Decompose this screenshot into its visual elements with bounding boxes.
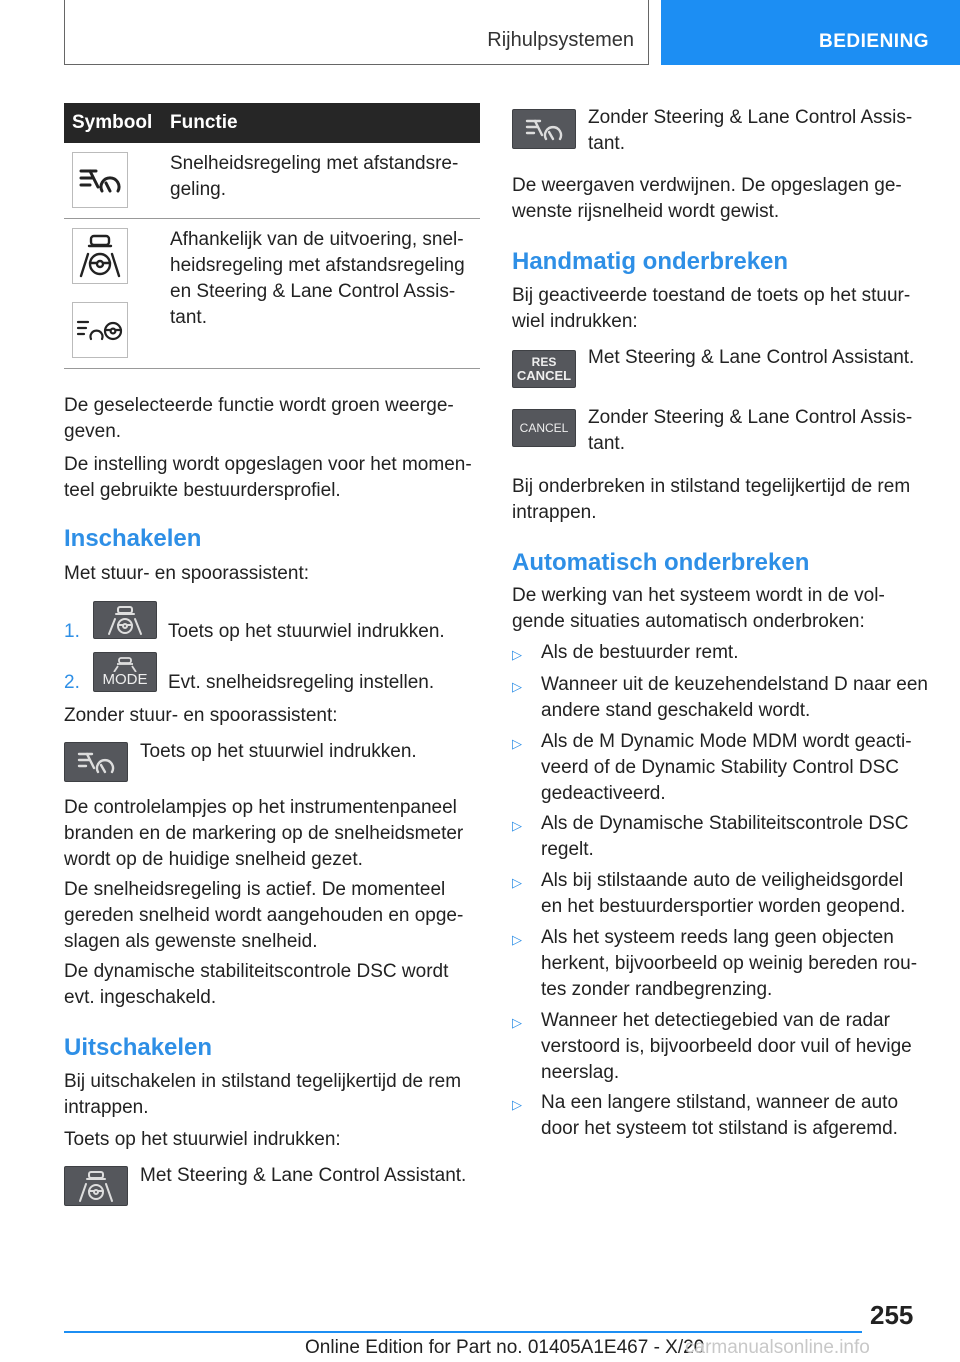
table-header-function: Functie bbox=[170, 112, 238, 133]
table-cell-line: geling. bbox=[170, 179, 226, 200]
text-handmatig-without bbox=[588, 405, 912, 457]
text-line: gedeactiveerd. bbox=[541, 783, 666, 804]
lane-assistant-button-icon bbox=[64, 1166, 128, 1206]
text-line: tant. bbox=[588, 133, 625, 154]
paragraph-setting-saved bbox=[64, 452, 480, 504]
text-line: verstoord is, bijvoorbeeld door vuil of hevige bbox=[541, 1036, 912, 1057]
text-line: De geselecteerde functie wordt groen weerge- bbox=[64, 395, 454, 416]
text-without-assistant: Zonder stuur- en spoorassistent: bbox=[64, 705, 338, 726]
text-line: herkent, bijvoorbeeld op weinig bereden rou- bbox=[541, 953, 918, 974]
bullet-icon: ▷ bbox=[512, 875, 522, 890]
text-line: neerslag. bbox=[541, 1062, 620, 1083]
text-line: regelt. bbox=[541, 839, 594, 860]
text-line: De controlelampjes op het instrumentenpaneel bbox=[64, 797, 457, 818]
text-press-button: Toets op het stuurwiel indrukken: bbox=[64, 1129, 341, 1150]
paragraph-handmatig-intro bbox=[512, 283, 932, 335]
paragraph-dsc bbox=[64, 959, 480, 1011]
bullet-icon: ▷ bbox=[512, 647, 522, 662]
header-section-title: Rijhulpsystemen bbox=[487, 29, 634, 51]
mode-button-icon bbox=[93, 652, 157, 692]
text-line: Bij geactiveerde toestand de toets op het stuur- bbox=[512, 285, 911, 306]
text-line: veerd of de Dynamic Stability Control DSC bbox=[541, 757, 899, 778]
step-number-1: 1. bbox=[64, 621, 80, 642]
list-item bbox=[541, 640, 936, 666]
text-line: evt. ingeschakeld. bbox=[64, 987, 217, 1008]
text-without-lane-assistant bbox=[588, 105, 912, 157]
bullet-icon: ▷ bbox=[512, 932, 522, 947]
paragraph-selected-function bbox=[64, 393, 480, 445]
text-line: De dynamische stabiliteitscontrole DSC wordt bbox=[64, 961, 449, 982]
symbol-function-table bbox=[64, 103, 480, 369]
text-line: Als het systeem reeds lang geen objecten bbox=[541, 927, 894, 948]
table-header bbox=[64, 103, 480, 143]
text-line: Als de M Dynamic Mode MDM wordt geacti- bbox=[541, 731, 912, 752]
text-line: tant. bbox=[588, 433, 625, 454]
bullet-icon: ▷ bbox=[512, 1015, 522, 1030]
lane-assistant-icon bbox=[72, 228, 128, 284]
speed-steering-assistant-icon bbox=[72, 302, 128, 358]
text-handmatig-with: Met Steering & Lane Control Assistant. bbox=[588, 347, 915, 368]
text-line: gende situaties automatisch onderbroken: bbox=[512, 611, 865, 632]
text-line: tes zonder randbegrenzing. bbox=[541, 979, 773, 1000]
table-row bbox=[64, 219, 480, 369]
table-cell-function-1 bbox=[170, 143, 480, 218]
bullet-icon: ▷ bbox=[512, 736, 522, 751]
lane-assistant-button-icon bbox=[93, 601, 157, 639]
table-header-symbol: Symbool bbox=[72, 112, 153, 133]
table-cell-line: en Steering & Lane Control Assis- bbox=[170, 281, 456, 302]
text-line: branden en de markering op de snelheidsmeter bbox=[64, 823, 464, 844]
list-item bbox=[541, 868, 936, 920]
table-cell-line: tant. bbox=[170, 307, 207, 328]
text-line: andere stand geschakeld wordt. bbox=[541, 700, 811, 721]
header-section-box bbox=[64, 0, 649, 65]
text-line: intrappen. bbox=[64, 1097, 149, 1118]
text-without-action: Toets op het stuurwiel indrukken. bbox=[140, 741, 417, 762]
paragraph-displays-disappear bbox=[512, 173, 932, 225]
text-line: slagen als gewenste snelheid. bbox=[64, 931, 318, 952]
text-line: gereden snelheid wordt aangehouden en opge- bbox=[64, 905, 464, 926]
list-item bbox=[541, 925, 936, 1003]
text-line: en het bestuurdersportier worden geopend. bbox=[541, 896, 906, 917]
text-line: De weergaven verdwijnen. De opgeslagen ge- bbox=[512, 175, 902, 196]
cancel-label: CANCEL bbox=[516, 367, 572, 383]
text-line: De werking van het systeem wordt in de vol- bbox=[512, 585, 885, 606]
text-line: Bij uitschakelen in stilstand tegelijkertijd de rem bbox=[64, 1071, 462, 1092]
bullet-icon: ▷ bbox=[512, 818, 522, 833]
cancel-button-label: CANCEL bbox=[519, 421, 569, 435]
text-line: Wanneer uit de keuzehendelstand D naar een bbox=[541, 674, 928, 695]
text-line: De instelling wordt opgeslagen voor het momen- bbox=[64, 454, 472, 475]
table-cell-function-2 bbox=[170, 219, 480, 368]
text-line: Als de bestuurder remt. bbox=[541, 642, 739, 663]
speed-control-button-icon bbox=[64, 742, 128, 782]
step-number-2: 2. bbox=[64, 672, 80, 693]
paragraph-uitschakelen bbox=[64, 1069, 480, 1121]
list-item bbox=[541, 811, 936, 863]
step-text-1: Toets op het stuurwiel indrukken. bbox=[168, 621, 445, 642]
text-line: teel gebruikte bestuurdersprofiel. bbox=[64, 480, 341, 501]
text-line: geven. bbox=[64, 421, 122, 442]
header-chapter-title: BEDIENING bbox=[819, 31, 930, 52]
step-text-2: Evt. snelheidsregeling instellen. bbox=[168, 672, 435, 693]
list-item bbox=[541, 1090, 936, 1142]
speed-control-button-icon bbox=[512, 109, 576, 149]
footer-divider bbox=[64, 1331, 862, 1333]
paragraph-handmatig-brake bbox=[512, 474, 932, 526]
table-cell-line: Afhankelijk van de uitvoering, snel- bbox=[170, 229, 464, 250]
text-line: Als bij stilstaande auto de veiligheidsgordel bbox=[541, 870, 904, 891]
res-label: RES bbox=[531, 354, 557, 369]
table-cell-line: heidsregeling met afstandsregeling bbox=[170, 255, 465, 276]
paragraph-speed-active bbox=[64, 877, 480, 955]
list-item bbox=[541, 729, 936, 807]
text-line: Zonder Steering & Lane Control Assis- bbox=[588, 407, 913, 428]
page-number: 255 bbox=[870, 1300, 914, 1330]
text-line: wenste rijsnelheid wordt gewist. bbox=[512, 201, 780, 222]
text-line: Bij onderbreken in stilstand tegelijkertijd de rem bbox=[512, 476, 911, 497]
list-item bbox=[541, 1008, 936, 1086]
table-cell-line: Snelheidsregeling met afstandsre- bbox=[170, 153, 459, 174]
heading-automatisch: Automatisch onderbreken bbox=[512, 549, 810, 576]
text-line: wordt op de huidige snelheid gezet. bbox=[64, 849, 363, 870]
heading-uitschakelen: Uitschakelen bbox=[64, 1034, 213, 1061]
res-cancel-button-icon bbox=[512, 350, 576, 388]
header-chapter-box bbox=[661, 0, 960, 65]
paragraph-warning-lights bbox=[64, 795, 480, 873]
heading-inschakelen: Inschakelen bbox=[64, 525, 202, 552]
text-inschakelen-intro: Met stuur- en spoorassistent: bbox=[64, 563, 309, 584]
text-line: wiel indrukken: bbox=[512, 311, 638, 332]
text-line: De snelheidsregeling is actief. De momenteel bbox=[64, 879, 446, 900]
text-line: Als de Dynamische Stabiliteitscontrole DSC bbox=[541, 813, 909, 834]
text-line: door het systeem tot stilstand is afgeremd. bbox=[541, 1118, 898, 1139]
bullet-icon: ▷ bbox=[512, 679, 522, 694]
footer-edition: Online Edition for Part no. 01405A1E467 - X/20 bbox=[305, 1337, 705, 1358]
bullet-icon: ▷ bbox=[512, 1097, 522, 1112]
cancel-button-icon bbox=[512, 409, 576, 447]
mode-button-label: MODE bbox=[102, 671, 148, 688]
text-line: Zonder Steering & Lane Control Assis- bbox=[588, 107, 913, 128]
footer-watermark: carmanualsonline.info bbox=[685, 1337, 870, 1358]
text-with-lane-assistant: Met Steering & Lane Control Assistant. bbox=[140, 1165, 467, 1186]
text-line: Na een langere stilstand, wanneer de auto bbox=[541, 1092, 899, 1113]
table-row bbox=[64, 143, 480, 219]
paragraph-automatisch-intro bbox=[512, 583, 932, 635]
heading-handmatig: Handmatig onderbreken bbox=[512, 248, 789, 275]
text-line: intrappen. bbox=[512, 502, 597, 523]
speed-distance-control-icon bbox=[72, 152, 128, 208]
text-line: Wanneer het detectiegebied van de radar bbox=[541, 1010, 890, 1031]
list-item bbox=[541, 672, 936, 724]
